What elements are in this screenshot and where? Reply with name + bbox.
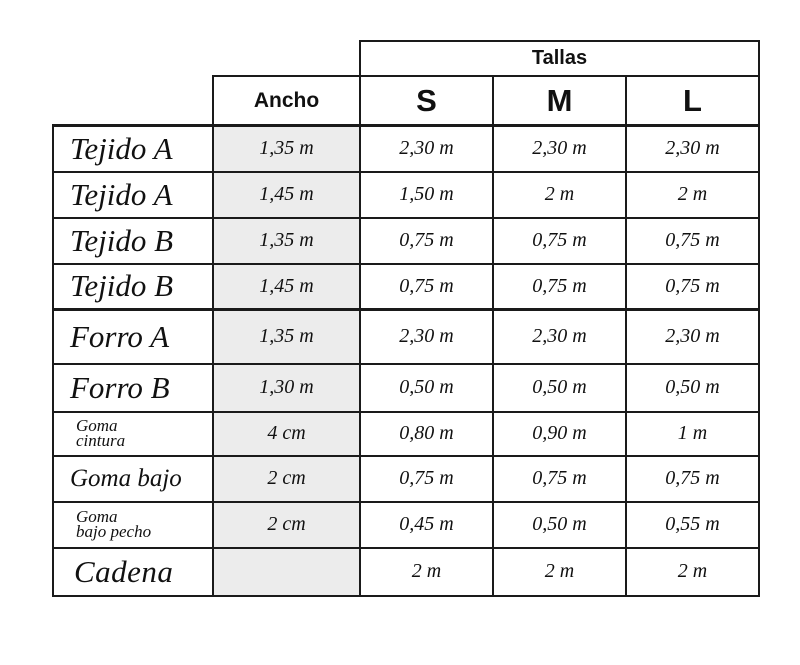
row-label-line: Goma	[76, 506, 118, 526]
tallas-header: Tallas	[360, 41, 759, 76]
size-l-cell: 0,55 m	[626, 502, 759, 548]
ancho-cell: 2 cm	[213, 502, 360, 548]
ancho-cell: 1,45 m	[213, 264, 360, 310]
fabric-requirements-sheet	[52, 40, 760, 597]
fabric-table	[52, 40, 760, 597]
size-s-header: S	[360, 76, 493, 126]
size-l-cell: 2,30 m	[626, 126, 759, 172]
ancho-cell: 1,35 m	[213, 126, 360, 172]
size-s-cell: 0,45 m	[360, 502, 493, 548]
size-l-cell: 1 m	[626, 412, 759, 456]
size-s-cell: 0,75 m	[360, 456, 493, 502]
table-row	[53, 364, 759, 412]
size-l-cell: 0,50 m	[626, 364, 759, 412]
table-row	[53, 264, 759, 310]
empty-corner	[213, 41, 360, 76]
ancho-cell: 2 cm	[213, 456, 360, 502]
row-label	[53, 502, 213, 548]
table-row	[53, 172, 759, 218]
size-s-cell: 0,75 m	[360, 218, 493, 264]
size-l-cell: 2,30 m	[626, 310, 759, 364]
row-label-line: cintura	[76, 430, 126, 450]
row-label: Forro A	[53, 310, 213, 364]
size-m-cell: 0,75 m	[493, 456, 626, 502]
size-s-cell: 2,30 m	[360, 126, 493, 172]
table-row	[53, 456, 759, 502]
size-m-cell: 2,30 m	[493, 126, 626, 172]
row-label-line: Goma	[76, 415, 118, 435]
ancho-header: Ancho	[213, 76, 360, 126]
row-label: Forro B	[53, 364, 213, 412]
ancho-cell: 1,35 m	[213, 218, 360, 264]
size-m-cell: 0,50 m	[493, 502, 626, 548]
table-row	[53, 412, 759, 456]
ancho-cell: 1,35 m	[213, 310, 360, 364]
size-m-cell: 2 m	[493, 172, 626, 218]
size-l-header: L	[626, 76, 759, 126]
size-m-header: M	[493, 76, 626, 126]
size-l-cell: 0,75 m	[626, 456, 759, 502]
size-s-cell: 0,75 m	[360, 264, 493, 310]
size-m-cell: 2 m	[493, 548, 626, 596]
row-label: Tejido A	[53, 126, 213, 172]
table-row	[53, 502, 759, 548]
ancho-cell: 1,45 m	[213, 172, 360, 218]
row-label: Goma bajo	[53, 456, 213, 502]
size-m-cell: 2,30 m	[493, 310, 626, 364]
ancho-cell: 1,30 m	[213, 364, 360, 412]
size-m-cell: 0,75 m	[493, 218, 626, 264]
size-l-cell: 0,75 m	[626, 218, 759, 264]
group-header-row	[53, 41, 759, 76]
table-row	[53, 218, 759, 264]
column-header-row	[53, 76, 759, 126]
size-m-cell: 0,50 m	[493, 364, 626, 412]
table-row	[53, 310, 759, 364]
empty-corner	[53, 76, 213, 126]
empty-corner	[53, 41, 213, 76]
size-s-cell: 0,50 m	[360, 364, 493, 412]
row-label: Tejido B	[53, 218, 213, 264]
size-s-cell: 0,80 m	[360, 412, 493, 456]
size-l-cell: 2 m	[626, 172, 759, 218]
size-s-cell: 2,30 m	[360, 310, 493, 364]
row-label: Tejido A	[53, 172, 213, 218]
size-s-cell: 1,50 m	[360, 172, 493, 218]
row-label-line: bajo pecho	[76, 521, 152, 541]
size-l-cell: 2 m	[626, 548, 759, 596]
size-m-cell: 0,75 m	[493, 264, 626, 310]
size-m-cell: 0,90 m	[493, 412, 626, 456]
table-row	[53, 126, 759, 172]
row-label	[53, 412, 213, 456]
ancho-cell	[213, 548, 360, 596]
row-label: Tejido B	[53, 264, 213, 310]
row-label: Cadena	[53, 548, 213, 596]
size-s-cell: 2 m	[360, 548, 493, 596]
size-l-cell: 0,75 m	[626, 264, 759, 310]
ancho-cell: 4 cm	[213, 412, 360, 456]
table-row	[53, 548, 759, 596]
